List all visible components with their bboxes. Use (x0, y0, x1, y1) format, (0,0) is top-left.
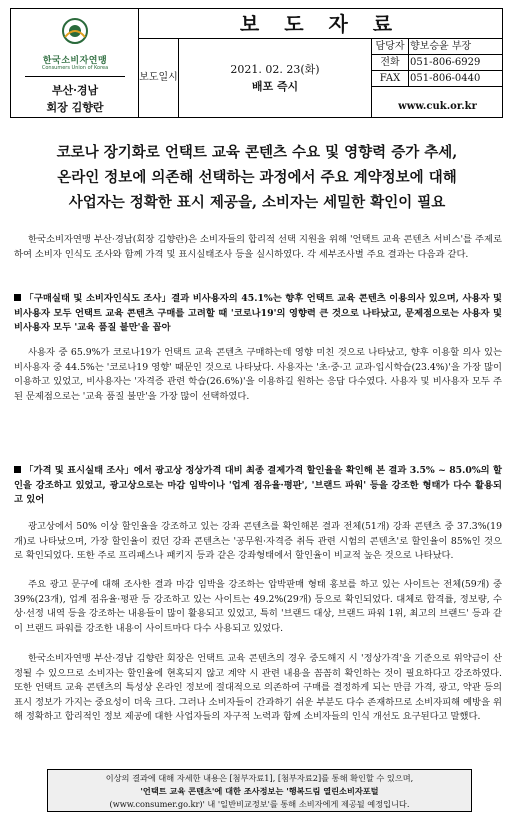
contact-value: 051-806-6929 (410, 57, 481, 68)
date-label: 보도일시 (139, 39, 179, 117)
page-title: 보 도 자 료 (139, 9, 502, 39)
intro-paragraph: 한국소비자연맹 부산·경남(회장 김향란)은 소비자들의 합리적 선택 지원을 위해 '언택트 교육 콘텐츠 서비스'를 주제로 하여 소비자 인식도 조사와 함께 가격 및 표시실태조사 등을 실시하였다. 각 세부조사별 주요 결과는 다음과 같다. (14, 234, 502, 260)
footer-note (47, 769, 472, 812)
footer-line: (www.consumer.go.kr)' 내 '일반비교정보'를 통해 소비자에게 제공될 예정입니다. (109, 799, 410, 809)
section2-paragraph-2: 주요 광고 문구에 대해 조사한 결과 마감 임박을 강조하는 압박판매 형태 홍보를 하고 있는 사이트는 전체(59개) 중 39%(23개), 업계 점유율·평판 등 강조하고 있는 사이트는 49.2%(29개) 등으로 확인되었다. 대체로 합격률, 정보량, 수상·선정 내역 등을 강조하는 내용들이 많이 활용되고 있었고, 특히 '브랜드 대상, 브랜드 파워 1위, 최고의 브랜드' 등과 같이 브랜드 파워를 강조한 내용이 사이트마다 다수 사용되고 있었다. (14, 579, 502, 634)
release-date: 2021. 02. 23(화) (230, 63, 320, 76)
contact-row-fax (372, 71, 503, 87)
region-label: 부산·경남 (51, 84, 99, 97)
headline-line: 사업자는 정확한 표시 제공을, 소비자는 세밀한 확인이 필요 (68, 194, 446, 211)
bullet-square-icon (14, 466, 21, 473)
head-label: 회장 김향란 (46, 101, 104, 114)
section2-paragraph-1: 광고상에서 50% 이상 할인율을 강조하고 있는 강좌 콘텐츠를 확인해본 결과 전체(51개) 강좌 콘텐츠 중 37.3%(19개)로 나타났으며, 가장 할인율이 컸던 강좌 콘텐츠는 '공무원·자격증 취득 관련 시험의 콘텐츠'로 할인율이 85%인 것으로 확인되었다. 또한 주로 프리패스나 패키지 등과 같은 강좌형태에서 할인율이 비교적 높은 것으로 나타났다. (14, 521, 502, 562)
headline (0, 140, 514, 215)
section2-title: 「가격 및 표시실태 조사」에서 광고상 정상가격 대비 최종 결제가격 할인율을 확인해 본 결과 3.5% ~ 85.0%의 할인을 강조하고 있었고, 광고상으로는 마감 임박이나 '업계 점유율·평판', '브랜드 파워' 등을 강조한 형태가 다수 활용되고 있어 (14, 465, 502, 506)
headline-line: 온라인 정보에 의존해 선택하는 과정에서 주요 계약정보에 대해 (57, 169, 457, 186)
section1-title: 「구매실태 및 소비자인식도 조사」결과 비사용자의 45.1%는 향후 언택트 교육 콘텐츠 이용의사 있으며, 사용자 및 비사용자 모두 언택트 교육 콘텐츠 구매를 고려할 때 '코로나19'의 영향력 큰 것으로 나타났고, 문제점으로는 사용자 및 비사용자 모두 '교육 품질 불만'을 꼽아 (14, 293, 502, 334)
contact-key: FAX (372, 71, 409, 86)
logo-block (11, 9, 139, 117)
footer-line: 이상의 결과에 대해 자세한 내용은 [첨부자료1], [첨부자료2]를 통해 확인할 수 있으며, (105, 773, 414, 783)
footer-line: '언택트 교육 콘텐츠'에 대한 조사정보는 '행복드림 열린소비자포털 (140, 786, 379, 796)
logo-name: 한국소비자연맹 (42, 56, 108, 66)
section1-paragraph: 사용자 중 65.9%가 코로나19가 언택트 교육 콘텐츠 구매하는데 영향 미친 것으로 나타났고, 향후 이용할 의사 있는 비사용자 중 44.5%는 '코로나19 영향' 때문인 것으로 나타났다. 사용자는 '초·중·고 교과·입시학습(23.4%)'을 가장 많이 이용하고 있었고, 비사용자는 '자격증 관련 학습(26.6%)'을 이용하길 원하는 응답 다수였다. 사용자 및 비사용자 모두 주된 문제점으로는 '교육 품질 불만'을 가장 많이 선택하였다. (14, 347, 502, 402)
contact-table (371, 39, 502, 117)
bullet-square-icon (14, 294, 21, 301)
section1-heading (14, 292, 502, 336)
logo-divider (25, 76, 125, 77)
closing-paragraph: 한국소비자연맹 부산·경남 김향란 회장은 언택트 교육 콘텐츠의 경우 중도해지 시 '정상가격'을 기준으로 위약금이 산정될 수 있으므로 소비자는 할인율에 현혹되지 않고 계약 시 관련 내용을 꼼꼼히 확인하는 것이 필요하다고 강조하였다. 또한 언택트 교육 콘텐츠의 특성상 온라인 정보에 절대적으로 의존하여 구매를 결정하게 되는 만큼 가격, 광고, 약관 등의 표시 정보가 가지는 중요성이 더욱 크다. 그러나 소비자들이 간과하기 쉬운 부분도 다수 존재하므로 소비자피해 예방을 위해 정확하고 합리적인 정보 제공에 대한 사업자들의 자구적 노력과 함께 소비자들의 인식 개선도 요구된다고 말했다. (14, 653, 502, 723)
header-table (10, 8, 503, 118)
consumer-union-logo-icon (61, 17, 89, 45)
release-note: 배포 즉시 (251, 80, 299, 93)
contact-key: 전화 (372, 55, 409, 70)
contact-key: 담당자 (372, 39, 409, 54)
contact-row-phone (372, 55, 503, 71)
logo-subtitle: Consumers Union of Korea (41, 65, 109, 71)
website-url[interactable]: www.cuk.or.kr (398, 101, 477, 112)
headline-line: 코로나 장기화로 언택트 교육 콘텐츠 수요 및 영향력 증가 추세, (56, 144, 458, 161)
section2-heading (14, 464, 502, 508)
contact-value: 향보승윤 부장 (410, 41, 472, 52)
contact-row-manager (372, 39, 503, 55)
contact-value: 051-806-0440 (410, 73, 481, 84)
